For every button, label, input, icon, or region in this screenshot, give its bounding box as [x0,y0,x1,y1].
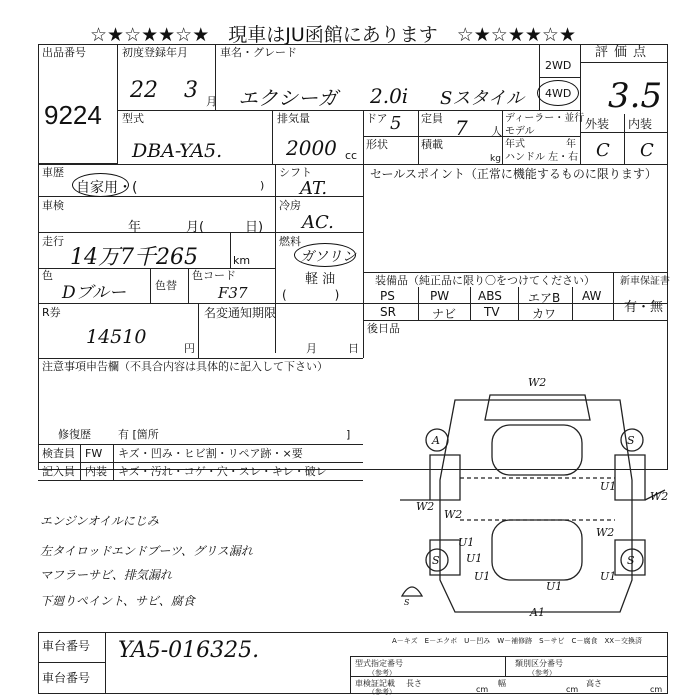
model-grade: Sスタイル [440,88,524,109]
remark-3: マフラーサビ、排気漏れ [40,568,172,582]
score-label: 評価点 [595,45,653,60]
repair-close: ] [346,428,351,441]
capacity-label: 定員 [421,112,443,125]
history-close: ) [260,179,265,192]
shift-value: AT. [300,178,328,199]
capacity-value: 7 [455,116,468,140]
interior-value: C [640,140,654,161]
equip-leather: カワ [532,307,557,321]
inspection-day: 日) [245,220,264,235]
cooling-value: AC. [302,212,334,233]
mark-u1-bumper: U1 [546,580,563,593]
entry-label: 記入員 [42,465,75,478]
color-code: F37 [218,284,248,302]
cc-label: 排気量 [277,112,310,125]
history-label: 車歴 [42,166,64,179]
dims-width-unit: cm [566,685,579,694]
cc-value: 2000 [286,136,337,160]
shift-label: シフト [279,166,312,179]
class-spec-sub: （参考） [528,669,556,677]
mark-u1-rl: U1 [466,552,483,565]
class-spec-label: 類別区分番号 [515,659,563,668]
banner: ☆★☆★★☆★ 現車はJU函館にあります ☆★☆★★☆★ [90,24,576,46]
equip-tv: TV [484,305,500,319]
lot-number: 9224 [44,100,102,130]
mark-a-fl: A [432,434,440,447]
remark-1: エンジンオイルにじみ [40,514,159,528]
interior-label: 内装 [628,117,653,131]
lot-label: 出品番号 [42,46,86,59]
shape-label: 形状 [366,138,388,151]
tax-notice-month: 月 [306,342,317,355]
inspector-inner: 内装 [85,465,107,478]
recycle-unit: 円 [184,342,195,355]
equip-aw: AW [582,289,602,303]
first-reg-label: 初度登録年月 [122,46,188,59]
equip-navi: ナビ [432,307,457,321]
history-value: 自家用・( [76,180,138,196]
tax-notice-label: 名変通知期限 [204,306,277,320]
mark-u1-right: U1 [600,480,617,493]
mark-s-rl: S [432,554,440,567]
type-label: 型式 [122,112,144,125]
first-reg-year: 22 [130,78,158,103]
mark-w2-right: W2 [650,490,669,503]
dealer-label: ディーラー・並行 [505,113,585,124]
color-code-label: 色コード [192,269,236,282]
exterior-value: C [596,140,610,161]
mileage-label: 走行 [42,235,64,248]
mark-s-spare: S [404,598,410,607]
score-value: 3.5 [608,76,663,116]
dims-label: 車検証記載 [355,679,395,688]
chassis-label: 車台番号 [42,639,91,653]
mark-w2-rr: W2 [596,526,615,539]
recycle-value: 14510 [86,326,147,348]
type-value: DBA-YA5. [132,140,223,162]
fuel-value: ガソリン [300,249,356,265]
mark-u1-ll: U1 [458,536,475,549]
equipment-label: 装備品（純正品に限り〇をつけてください） [375,274,595,287]
handle-label: ハンドル 左・右 [505,152,579,163]
mark-a1-rear: A1 [530,606,545,619]
mileage-unit: km [233,254,251,267]
cooling-label: 冷房 [279,199,301,212]
inspection-label: 車検 [42,199,64,212]
first-reg-month: 3 [184,78,198,103]
inspector-row2: キズ・汚れ・コゲ・穴・スレ・キレ・破レ [118,465,327,478]
tax-notice-day: 日 [348,342,359,355]
mark-u1-rear2: U1 [600,570,617,583]
mileage-value: 14万7千265 [70,245,198,270]
equip-ps: PS [380,289,395,303]
dims-height-unit: cm [650,685,663,694]
year-label: 年式 [505,139,525,150]
load-unit: kg [490,154,501,164]
type-spec-label: 型式指定番号 [355,659,403,668]
mark-w2-left: W2 [416,500,435,513]
chassis-value: YA5-016325. [118,638,260,663]
year-unit: 年 [566,139,576,150]
recycle-label: R券 [42,306,61,319]
dims-width: 幅 [498,679,506,688]
exterior-label: 外装 [585,117,610,131]
mark-w2-front: W2 [528,376,547,389]
inspector-fw: FW [85,447,103,460]
dims-height: 高さ [586,679,602,688]
doors-label: ドア [366,112,388,125]
model-name: エクシーガ [238,86,338,110]
mark-u1-rear1: U1 [474,570,491,583]
model-displacement: 2.0i [370,84,409,108]
fuel-label: 燃料 [279,235,301,248]
mark-s-fr: S [627,434,635,447]
chassis-label-2: 車台番号 [42,671,91,685]
equip-airbag: エアB [528,291,561,305]
color-change-label: 色替 [155,279,177,292]
mark-s-rr: S [627,554,635,567]
repair-value: 有 [箇所 [118,428,159,441]
equip-pw: PW [430,289,450,303]
doors-value: 5 [390,113,402,134]
type-spec-sub: （参考） [368,669,396,677]
notes-label: 注意事項申告欄（不具合内容は具体的に記入して下さい） [42,360,328,373]
inspection-month: 月( [186,220,205,235]
remark-2: 左タイロッドエンドブーツ、グリス漏れ [40,544,253,558]
remark-4: 下廻りペイント、サビ、腐食 [40,594,195,608]
drive-4wd: 4WD [545,87,572,100]
fuel-option: 軽 油 [305,272,336,287]
load-label: 積載 [421,138,443,151]
color-value: Dブルー [62,283,126,303]
model-year-label: モデル [505,126,535,137]
cc-unit: cc [345,149,358,162]
equip-abs: ABS [478,289,502,303]
first-reg-month-unit: 月 [206,95,217,108]
color-label: 色 [42,269,53,282]
capacity-unit: 人 [491,125,502,138]
mark-w2-sill: W2 [444,508,463,521]
dims-length: 長さ [406,679,422,688]
warranty-label: 新車保証書 [620,276,670,287]
drive-2wd: 2WD [545,59,572,72]
dims-length-unit: cm [476,685,489,694]
equip-sr: SR [380,305,396,319]
fuel-paren: ( ) [282,288,340,302]
sales-point-label: セールスポイント（正常に機能するものに限ります） [370,167,657,181]
warranty-value: 有・無 [624,300,664,315]
inspection-year: 年 [128,220,142,235]
model-label: 車名・グレード [220,46,297,59]
legend: A－キズ E－エクボ U－凹み W－補修跡 S－サビ C－腐食 XX－交換済 [392,637,643,645]
inspector-label: 検査員 [42,447,75,460]
rear-seat-label: 後日品 [367,322,400,335]
repair-label: 修復歴 [58,428,91,441]
dims-sub: （参考） [368,688,396,696]
inspector-row1: キズ・凹み・ヒビ割・リペア跡・×要 [118,447,303,460]
